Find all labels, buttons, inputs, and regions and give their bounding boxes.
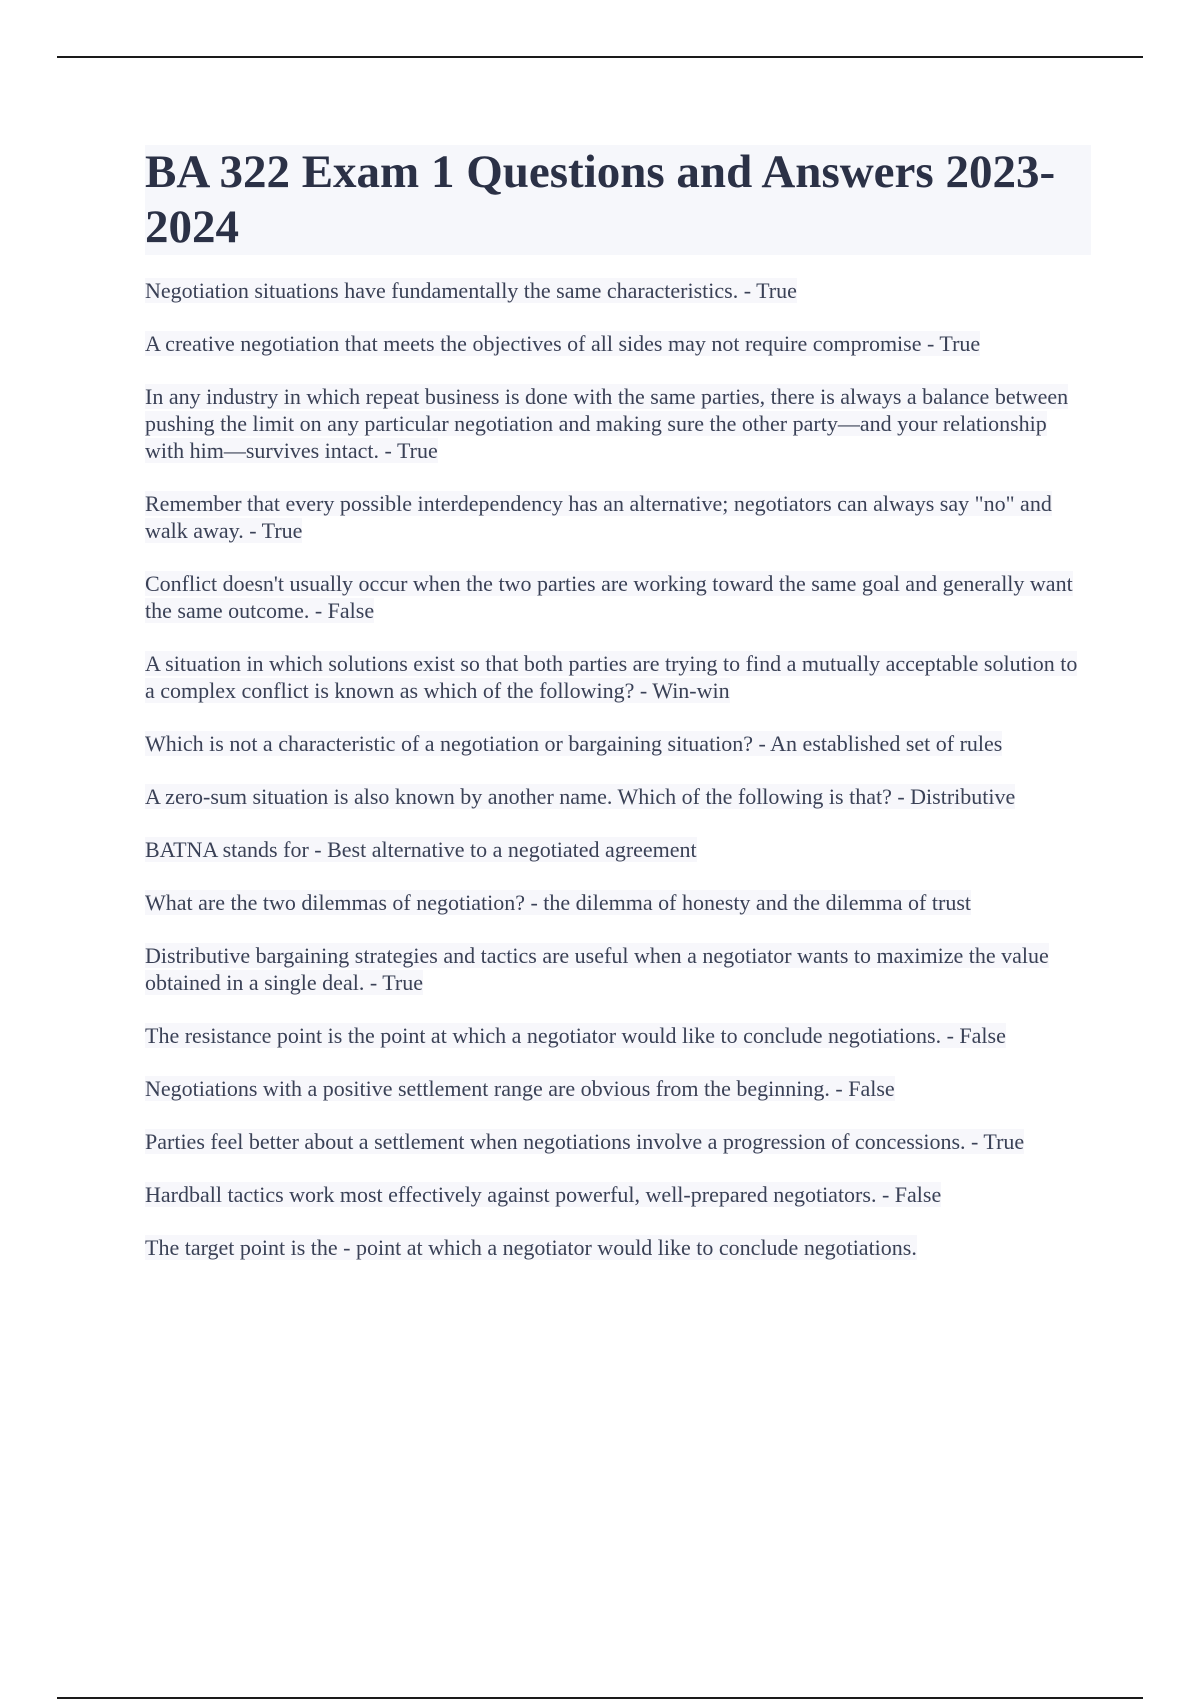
bottom-rule: [57, 1697, 1143, 1699]
qa-item: [145, 783, 1091, 810]
qa-item: [145, 1022, 1091, 1049]
qa-item: [145, 330, 1091, 357]
qa-item: [145, 730, 1091, 757]
qa-item-text: BATNA stands for - Best alternative to a negotiated agreement: [145, 837, 697, 862]
qa-item-text: Which is not a characteristic of a negotiation or bargaining situation? - An established set of rules: [145, 731, 1003, 756]
qa-item-text: The resistance point is the point at which a negotiator would like to conclude negotiations. - False: [145, 1023, 1006, 1048]
qa-item-text: Distributive bargaining strategies and tactics are useful when a negotiator wants to maximize the value obtained in a single deal. - True: [145, 943, 1049, 995]
qa-item: [145, 889, 1091, 916]
top-rule: [57, 56, 1143, 58]
qa-item-text: Negotiations with a positive settlement range are obvious from the beginning. - False: [145, 1076, 895, 1101]
qa-item-text: A creative negotiation that meets the objectives of all sides may not require compromise - True: [145, 331, 981, 356]
qa-item-text: The target point is the - point at which a negotiator would like to conclude negotiations.: [145, 1235, 917, 1260]
document-title: BA 322 Exam 1 Questions and Answers 2023-2024: [145, 145, 1091, 255]
qa-item: [145, 942, 1091, 996]
qa-item-text: In any industry in which repeat business is done with the same parties, there is always a balance between pushing the limit on any particular negotiation and making sure the other party—and your relationship with him—survives intact. - True: [145, 384, 1069, 463]
qa-item-text: Parties feel better about a settlement when negotiations involve a progression of concessions. - True: [145, 1129, 1025, 1154]
qa-item-text: Remember that every possible interdependency has an alternative; negotiators can always say "no" and walk away. - True: [145, 491, 1052, 543]
qa-item-text: A situation in which solutions exist so that both parties are trying to find a mutually acceptable solution to a complex conflict is known as which of the following? - Win-win: [145, 651, 1078, 703]
qa-list: [145, 277, 1091, 1261]
qa-item-text: Conflict doesn't usually occur when the two parties are working toward the same goal and generally want the same outcome. - False: [145, 571, 1073, 623]
qa-item: [145, 650, 1091, 704]
qa-item-text: Hardball tactics work most effectively against powerful, well-prepared negotiators. - False: [145, 1182, 942, 1207]
qa-item: [145, 1075, 1091, 1102]
qa-item: [145, 1181, 1091, 1208]
qa-item: [145, 836, 1091, 863]
qa-item: [145, 383, 1091, 464]
document-body: [145, 145, 1091, 1287]
qa-item: [145, 570, 1091, 624]
qa-item-text: A zero-sum situation is also known by another name. Which of the following is that? - Distributive: [145, 784, 1016, 809]
qa-item-text: Negotiation situations have fundamentally the same characteristics. - True: [145, 278, 797, 303]
qa-item: [145, 490, 1091, 544]
qa-item: [145, 1128, 1091, 1155]
qa-item-text: What are the two dilemmas of negotiation? - the dilemma of honesty and the dilemma of trust: [145, 890, 971, 915]
qa-item: [145, 1234, 1091, 1261]
qa-item: [145, 277, 1091, 304]
